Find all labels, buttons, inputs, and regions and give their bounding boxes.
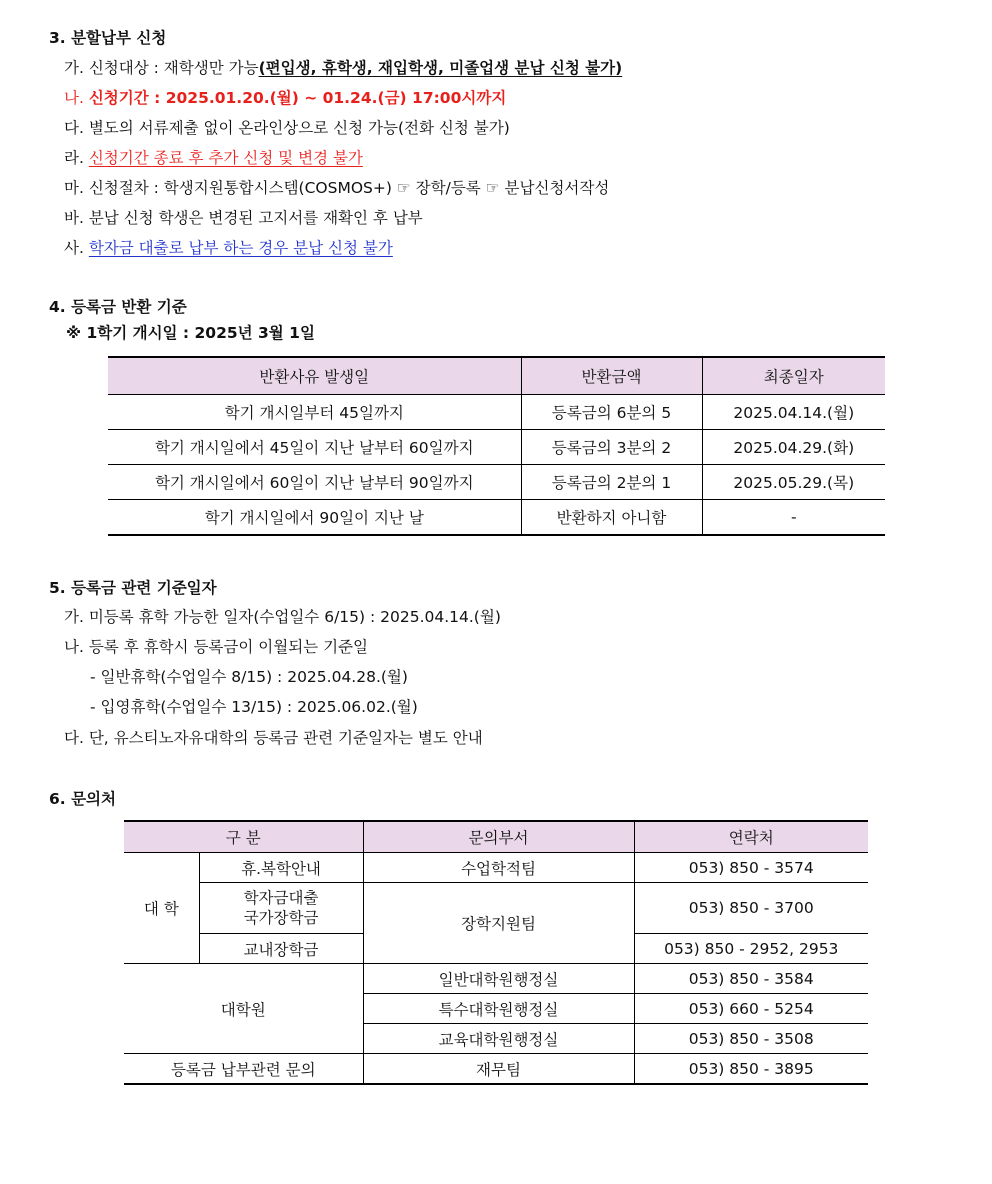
refund-table-header — [108, 357, 885, 395]
table-row — [108, 500, 885, 536]
table-row — [124, 853, 868, 883]
phone-cell: 053) 850 - 3584 — [634, 964, 868, 994]
refund-reason-cell: 학기 개시일에서 45일이 지난 날부터 60일까지 — [108, 430, 521, 465]
refund-reason-cell: 학기 개시일에서 60일이 지난 날부터 90일까지 — [108, 465, 521, 500]
header-final-date: 최종일자 — [702, 357, 885, 395]
category-line-2: 국가장학금 — [243, 909, 319, 927]
s3-item-d — [64, 147, 363, 169]
s3-item-a-text: 가. 신청대상 : 재학생만 가능 — [64, 59, 259, 77]
refund-amount-cell: 등록금의 3분의 2 — [521, 430, 702, 465]
refund-amount-cell: 등록금의 6분의 5 — [521, 395, 702, 430]
category-cell — [199, 883, 363, 934]
fee-inquiry-label: 등록금 납부관련 문의 — [124, 1054, 363, 1085]
table-row — [108, 395, 885, 430]
header-department: 문의부서 — [363, 821, 634, 853]
s3-item-f: 바. 분납 신청 학생은 변경된 고지서를 재확인 후 납부 — [64, 209, 423, 227]
department-cell: 교육대학원행정실 — [363, 1024, 634, 1054]
section-5-heading: 5. 등록금 관련 기준일자 — [49, 579, 217, 597]
refund-amount-cell: 등록금의 2분의 1 — [521, 465, 702, 500]
category-cell: 교내장학금 — [199, 934, 363, 964]
final-date-cell: 2025.04.29.(화) — [702, 430, 885, 465]
header-refund-amount: 반환금액 — [521, 357, 702, 395]
s3-item-b-prefix: 나. — [64, 89, 89, 107]
department-cell: 일반대학원행정실 — [363, 964, 634, 994]
refund-reason-cell: 학기 개시일부터 45일까지 — [108, 395, 521, 430]
department-cell: 특수대학원행정실 — [363, 994, 634, 1024]
department-cell: 재무팀 — [363, 1054, 634, 1085]
final-date-cell: 2025.05.29.(목) — [702, 465, 885, 500]
s3-item-c: 다. 별도의 서류제출 없이 온라인상으로 신청 가능(전화 신청 불가) — [64, 119, 510, 137]
grad-group-label: 대학원 — [124, 964, 363, 1054]
refund-reason-cell: 학기 개시일에서 90일이 지난 날 — [108, 500, 521, 536]
final-date-cell: - — [702, 500, 885, 536]
department-cell: 수업학적팀 — [363, 853, 634, 883]
final-date-cell: 2025.04.14.(월) — [702, 395, 885, 430]
contact-table — [124, 820, 868, 1085]
univ-group-label: 대 학 — [124, 853, 199, 964]
phone-cell: 053) 850 - 2952, 2953 — [634, 934, 868, 964]
header-refund-reason: 반환사유 발생일 — [108, 357, 521, 395]
s3-item-a — [64, 57, 622, 79]
table-row — [108, 465, 885, 500]
category-cell: 휴.복학안내 — [199, 853, 363, 883]
s3-item-g-link[interactable]: 학자금 대출로 납부 하는 경우 분납 신청 불가 — [88, 239, 393, 257]
s3-item-d-prefix: 라. — [64, 149, 89, 167]
section-6-heading: 6. 문의처 — [49, 790, 116, 808]
contact-table-header — [124, 821, 868, 853]
department-cell: 장학지원팀 — [363, 883, 634, 964]
section-4-heading: 4. 등록금 반환 기준 — [49, 298, 187, 316]
s3-item-a-bold: (편입생, 휴학생, 재입학생, 미졸업생 분납 신청 불가) — [258, 59, 623, 77]
table-row — [124, 964, 868, 994]
s5-item-b1: - 일반휴학(수업일수 8/15) : 2025.04.28.(월) — [90, 668, 408, 686]
table-row — [124, 1054, 868, 1085]
s3-item-d-warning: 신청기간 종료 후 추가 신청 및 변경 불가 — [88, 149, 363, 167]
s5-item-b: 나. 등록 후 휴학시 등록금이 이월되는 기준일 — [64, 638, 369, 656]
refund-table — [108, 356, 885, 536]
phone-cell: 053) 850 - 3574 — [634, 853, 868, 883]
s3-item-g — [64, 237, 393, 259]
phone-cell: 053) 660 - 5254 — [634, 994, 868, 1024]
phone-cell: 053) 850 - 3700 — [634, 883, 868, 934]
header-category: 구 분 — [124, 821, 363, 853]
s5-item-b2: - 입영휴학(수업일수 13/15) : 2025.06.02.(월) — [90, 698, 418, 716]
header-contact: 연락처 — [634, 821, 868, 853]
s3-item-b — [64, 87, 506, 109]
table-row — [124, 883, 868, 934]
s3-item-b-period: 신청기간 : 2025.01.20.(월) ~ 01.24.(금) 17:00시까지 — [88, 89, 507, 107]
s5-item-a: 가. 미등록 휴학 가능한 일자(수업일수 6/15) : 2025.04.14.(월) — [64, 608, 501, 626]
phone-cell: 053) 850 - 3508 — [634, 1024, 868, 1054]
phone-cell: 053) 850 - 3895 — [634, 1054, 868, 1085]
refund-amount-cell: 반환하지 아니함 — [521, 500, 702, 536]
category-line-1: 학자금대출 — [243, 889, 319, 907]
s3-item-g-prefix: 사. — [64, 239, 89, 257]
s4-note: ※ 1학기 개시일 : 2025년 3월 1일 — [66, 324, 315, 342]
s5-item-c: 다. 단, 유스티노자유대학의 등록금 관련 기준일자는 별도 안내 — [64, 729, 483, 747]
s3-item-e: 마. 신청절차 : 학생지원통합시스템(COSMOS+) ☞ 장학/등록 ☞ 분납신청서작성 — [64, 179, 610, 197]
section-3-heading: 3. 분할납부 신청 — [49, 29, 167, 47]
table-row — [108, 430, 885, 465]
